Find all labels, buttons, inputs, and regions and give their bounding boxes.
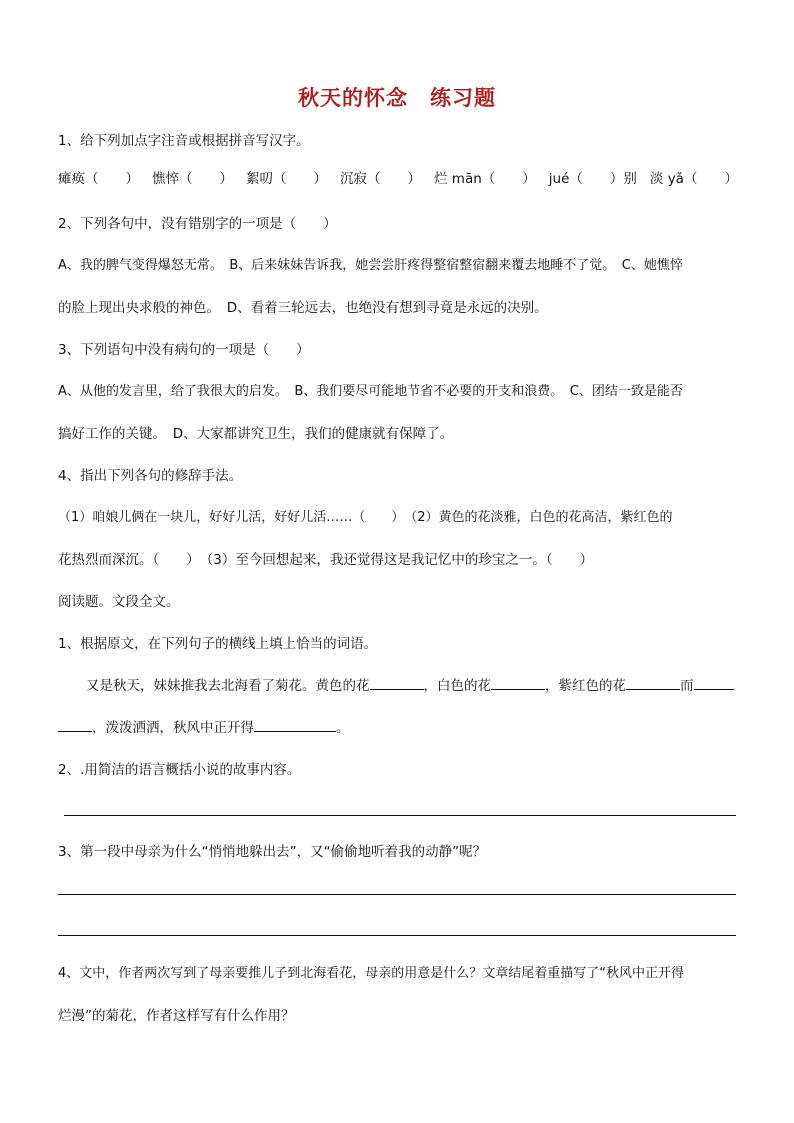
fill-text: ，白色的花 [423,678,491,694]
q4-stem: 4、指出下列各句的修辞手法。 [58,468,243,484]
reading-q1-fill-line1 [86,674,734,694]
fill-text: ，紫红色的花 [545,678,626,694]
reading-q1-fill-line2 [58,716,350,736]
fill-blank[interactable] [58,719,92,732]
fill-blank[interactable] [491,677,545,690]
answer-line[interactable] [58,935,736,936]
fill-blank[interactable] [694,677,734,690]
q2-options-line2: 的脸上现出央求般的神色。 D、看着三轮远去，也绝没有想到寻竟是永远的决别。 [58,300,548,316]
q1-item: 瘫痪（ ） [58,171,139,187]
fill-blank[interactable] [370,677,424,690]
reading-q4-line1: 4、文中，作者两次写到了母亲要推儿子到北海看花，母亲的用意是什么？文章结尾着重描写了“秋风中正开得 [58,966,685,981]
q3-options-line1: A、从他的发言里，给了我很大的启发。 B、我们要尽可能地节省不必要的开支和浪费。 C、团结一致是能否 [58,384,683,399]
q1-item: jué（ ）别 [548,171,637,187]
reading-q4-line2: 烂漫”的菊花，作者这样写有什么作用？ [58,1008,295,1024]
reading-q2-stem: 2、.用简洁的语言概括小说的故事内容。 [58,762,301,778]
q1-item: 烂 mān（ ） [434,171,536,187]
fill-blank[interactable] [626,677,680,690]
q1-item: 絮叨（ ） [246,171,327,187]
q3-options-line2: 搞好工作的关键。 D、大家都讲究卫生，我们的健康就有保障了。 [58,426,454,442]
reading-heading: 阅读题。文段全文。 [58,594,180,610]
fill-text: 而 [680,678,694,694]
fill-text: 。 [336,720,350,736]
fill-text: 又是秋天，妹妹推我去北海看了菊花。黄色的花 [86,678,370,694]
q4-items-line1: （1）咱娘儿俩在一块儿，好好儿活，好好儿活……（ ） （2）黄色的花淡雅，白色的花高洁，紫红色的 [58,510,673,525]
q4-items-line2: 花热烈而深沉。（ ） （3）至今回想起来，我还觉得这是我记忆中的珍宝之一。（ ） [58,552,594,568]
fill-blank[interactable] [254,719,336,732]
q2-stem: 2、下列各句中，没有错别字的一项是（ ） [58,216,337,232]
q1-item: 憔悴（ ） [152,171,233,187]
answer-line[interactable] [58,894,736,895]
fill-text: ，泼泼洒洒，秋风中正开得 [92,720,254,736]
q1-stem: 1、给下列加点字注音或根据拼音写汉字。 [58,133,310,149]
q2-options-line1: A、我的脾气变得爆怒无常。 B、后来妹妹告诉我，她尝尝肝疼得整宿整宿翻来覆去地睡不了觉。 C、她憔悴 [58,258,683,273]
q1-item: 沉寂（ ） [340,171,421,187]
reading-q3-stem: 3、第一段中母亲为什么“悄悄地躲出去”，又“偷偷地听着我的动静”呢？ [58,844,487,860]
q3-stem: 3、下列语句中没有病句的一项是（ ） [58,342,310,358]
answer-line[interactable] [64,815,736,816]
q1-items [58,167,738,187]
q1-item: 淡 yǎ（ ） [649,171,738,187]
reading-q1-stem: 1、根据原文，在下列句子的横线上填上恰当的词语。 [58,636,378,652]
page-title: 秋天的怀念 练习题 [298,85,496,110]
